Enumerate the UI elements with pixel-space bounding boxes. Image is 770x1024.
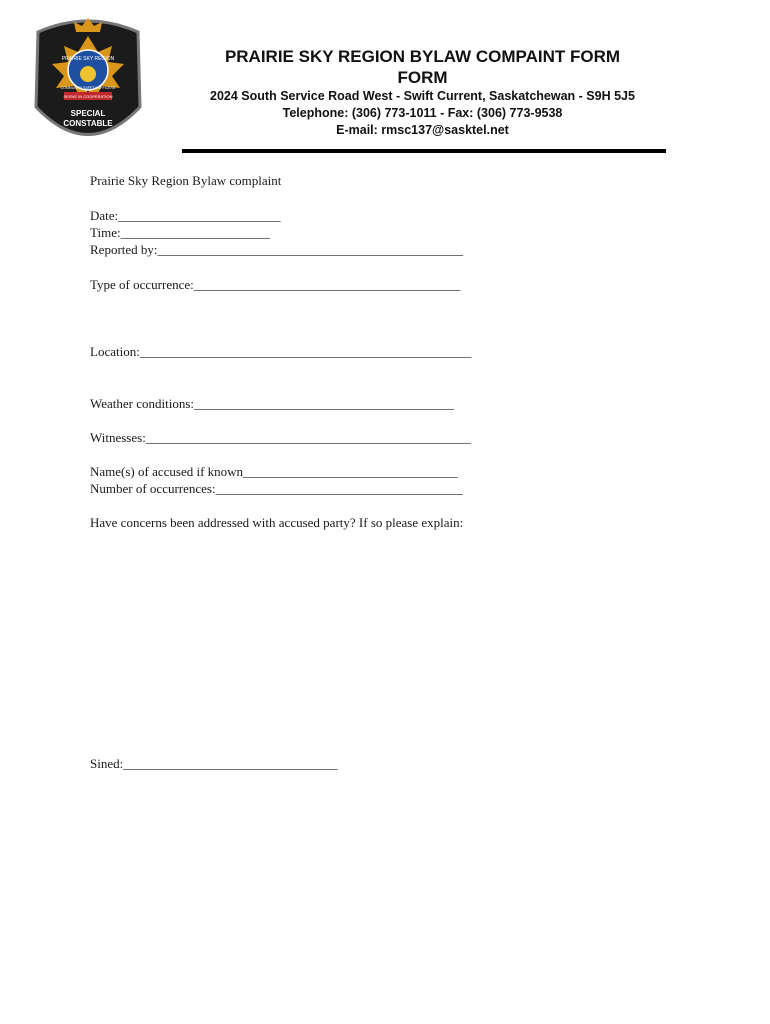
badge-motto: SERVE IN COOPERATION <box>63 94 113 99</box>
date-field[interactable]: Date:_________________________ <box>90 208 281 223</box>
number-of-occurrences-field[interactable]: Number of occurrences:______________________________________ <box>90 481 463 496</box>
weather-conditions-field[interactable]: Weather conditions:________________________________________ <box>90 396 455 411</box>
form-intro: Prairie Sky Region Bylaw complaint <box>90 173 282 188</box>
contact-block <box>175 88 670 139</box>
header-divider <box>182 149 666 153</box>
phone-fax-text: Telephone: (306) 773-1011 - Fax: (306) 773-9538 <box>282 106 563 120</box>
special-constable-badge-logo <box>28 12 148 157</box>
location-field[interactable]: Location:___________________________________________________ <box>90 344 472 359</box>
time-field[interactable]: Time:_______________________ <box>90 225 271 240</box>
form-title-line1: PRAIRIE SKY REGION BYLAW COMPAINT FORM <box>224 47 621 66</box>
reported-by-field[interactable]: Reported by:_______________________________________________ <box>90 242 464 257</box>
badge-constable: CONSTABLE <box>63 119 113 128</box>
accused-name-field[interactable]: Name(s) of accused if known_________________________________ <box>90 464 458 479</box>
form-title-line2: FORM <box>397 68 448 87</box>
concerns-question: Have concerns been addressed with accused party? If so please explain: <box>90 515 464 530</box>
badge-subtitle: COMMUNITY SAFETY OFFICERS <box>60 86 116 90</box>
badge-special: SPECIAL <box>70 109 106 118</box>
address-text: 2024 South Service Road West - Swift Current, Saskatchewan - S9H 5J5 <box>210 89 635 103</box>
form-title <box>175 46 670 88</box>
badge-arc-text: PRAIRIE SKY REGION <box>61 56 115 62</box>
email-text: E-mail: rmsc137@sasktel.net <box>336 123 509 137</box>
signature-field[interactable]: Sined:_________________________________ <box>90 756 338 771</box>
witnesses-field[interactable]: Witnesses:__________________________________________________ <box>90 430 471 445</box>
type-of-occurrence-field[interactable]: Type of occurrence:_________________________________________ <box>90 277 461 292</box>
